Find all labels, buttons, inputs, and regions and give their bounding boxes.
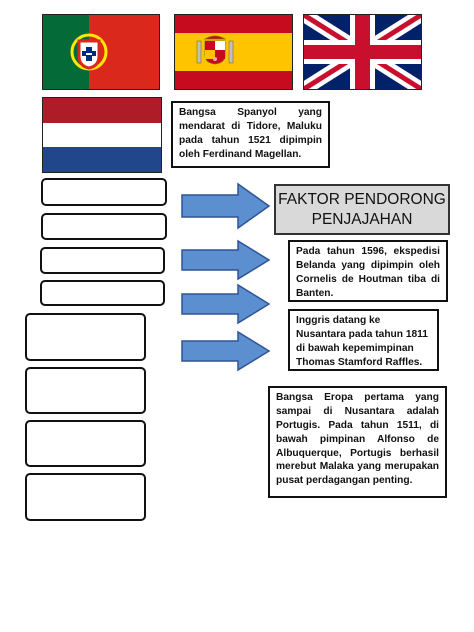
note-inggris-text: Inggris datang ke Nusantara pada tahun 1811 di bawah kepemimpinan Thomas Stamford Raffles. [296,315,428,368]
note-inggris [288,309,439,371]
spain-flag-icon [174,14,293,90]
answer-box-3[interactable] [40,247,165,274]
answer-box-4[interactable] [40,280,165,306]
note-portugis-text: Bangsa Eropa pertama yang sampai di Nusantara adalah Portugis. Pada tahun 1511, di bawah pimpinan Alfonso de Albuquerque, Portugis berhasil merebut Malaka yang merupakan pusat perdagangan penting. [276,392,439,487]
answer-box-2[interactable] [41,213,167,240]
answer-box-7[interactable] [25,420,146,467]
arrow-right-icon [180,239,272,281]
arrow-right-icon [180,182,272,230]
answer-box-1[interactable] [41,178,167,206]
answer-box-6[interactable] [25,367,146,414]
note-spanyol-text: Bangsa Spanyol yang mendarat di Tidore, Maluku pada tahun 1521 dipimpin oleh Ferdinand Magellan. [179,107,322,160]
title-line-1: FAKTOR PENDORONG [278,191,446,208]
answer-box-5[interactable] [25,313,146,361]
uk-flag-icon [303,14,422,90]
arrow-right-icon [180,330,272,372]
note-portugis [268,386,447,498]
note-belanda [288,240,448,302]
answer-box-8[interactable] [25,473,146,521]
arrow-right-icon [180,283,272,325]
note-belanda-text: Pada tahun 1596, ekspedisi Belanda yang dipimpin oleh Cornelis de Houtman tiba di Banten. [296,246,440,299]
note-spanyol [171,101,330,168]
netherlands-flag-icon [42,97,162,173]
portugal-flag-icon [42,14,160,90]
page-title [274,184,450,235]
title-line-2: PENJAJAHAN [311,211,413,229]
